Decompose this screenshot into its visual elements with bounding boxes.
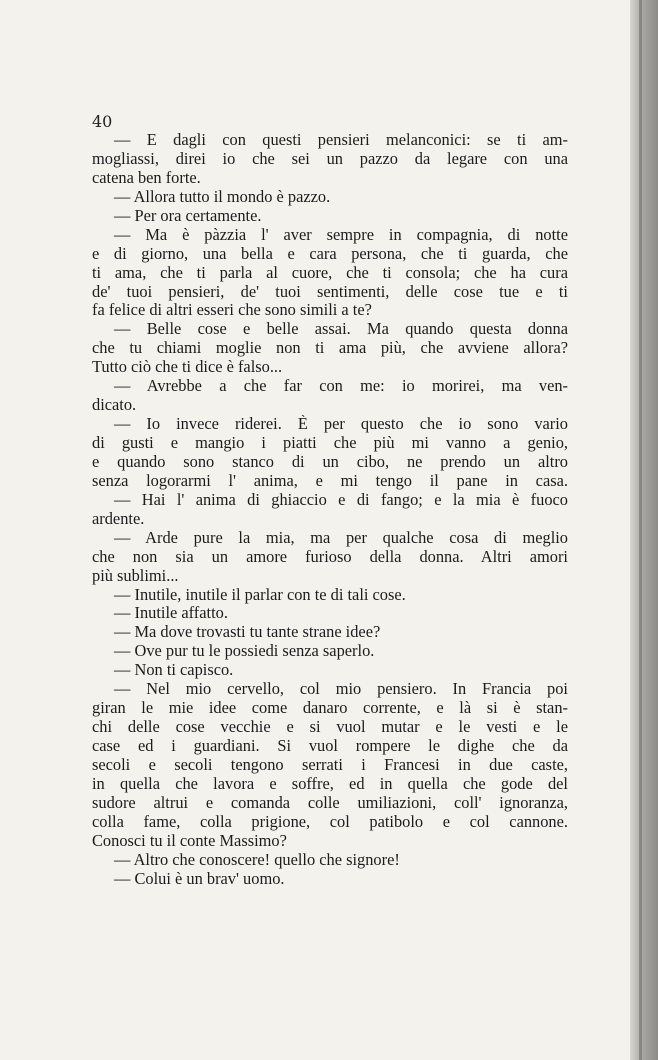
text-line: secoli e secoli tengono serrati i Francesi in due caste, bbox=[92, 755, 568, 774]
text-line: che non sia un amore furioso della donna. Altri amori bbox=[92, 547, 568, 566]
text-line: — Hai l' anima di ghiaccio e di fango; e la mia è fuoco bbox=[114, 490, 568, 509]
text-line: senza logorarmi l' anima, e mi tengo il pane in casa. bbox=[92, 471, 568, 490]
text-line: più sublimi... bbox=[92, 566, 179, 585]
text-line: — Per ora certamente. bbox=[114, 206, 262, 225]
text-line: e di giorno, una bella e cara persona, che ti guarda, che bbox=[92, 244, 568, 263]
text-line: chi delle cose vecchie e si vuol mutar e le vesti e le bbox=[92, 718, 568, 737]
text-line: mogliassi, direi io che sei un pazzo da legare con una bbox=[92, 149, 568, 168]
text-line: — Inutile, inutile il parlar con te di tali cose. bbox=[114, 585, 406, 604]
page-edge-shadow bbox=[630, 0, 658, 1060]
text-line: case ed i guardiani. Si vuol rompere le dighe che da bbox=[92, 737, 568, 755]
text-line: di gusti e mangio i piatti che più mi vanno a genio, bbox=[92, 434, 568, 452]
text-line: che tu chiami moglie non ti ama più, che avviene allora? bbox=[92, 339, 568, 358]
text-line: sudore altrui e comanda colle umiliazioni, coll' ignoranza, bbox=[92, 793, 568, 812]
text-line: — Altro che conoscere! quello che signore! bbox=[114, 850, 400, 869]
page-number: 40 bbox=[92, 112, 113, 131]
text-line: — Ma dove trovasti tu tante strane idee? bbox=[114, 623, 381, 642]
text-line: — Colui è un brav' uomo. bbox=[114, 869, 285, 888]
text-line: colla fame, colla prigione, col patibolo e col cannone. bbox=[92, 812, 568, 831]
text-line: ti ama, che ti parla al cuore, che ti consola; che ha cura bbox=[92, 263, 568, 282]
text-line: in quella che lavora e soffre, ed in quella che gode del bbox=[92, 774, 568, 793]
text-line: — Nel mio cervello, col mio pensiero. In Francia poi bbox=[114, 680, 568, 699]
text-line: giran le mie idee come danaro corrente, e là si è stan- bbox=[92, 699, 568, 718]
body-text bbox=[92, 131, 568, 889]
text-line: — Inutile affatto. bbox=[114, 604, 228, 623]
text-line: — Arde pure la mia, ma per qualche cosa di meglio bbox=[114, 528, 568, 547]
text-line: — Io invece riderei. È per questo che io sono vario bbox=[114, 415, 568, 434]
text-line: catena ben forte. bbox=[92, 168, 201, 187]
text-line: dicato. bbox=[92, 396, 137, 415]
text-line: — Avrebbe a che far con me: io morirei, ma ven- bbox=[114, 377, 568, 396]
text-line: ardente. bbox=[92, 509, 145, 528]
text-line: fa felice di altri esseri che sono simili a te? bbox=[92, 301, 372, 320]
text-line: Tutto ciò che ti dice è falso... bbox=[92, 358, 283, 377]
text-line: — Belle cose e belle assai. Ma quando questa donna bbox=[114, 320, 568, 339]
text-line: de' tuoi pensieri, de' tuoi sentimenti, delle cose tue e ti bbox=[92, 282, 568, 301]
text-line: — Allora tutto il mondo è pazzo. bbox=[114, 187, 331, 206]
text-line: — Ma è pàzzia l' aver sempre in compagnia, di notte bbox=[114, 225, 568, 244]
text-line: e quando sono stanco di un cibo, ne prendo un altro bbox=[92, 452, 568, 471]
text-line: — Ove pur tu le possiedi senza saperlo. bbox=[114, 642, 375, 661]
text-line: — E dagli con questi pensieri melanconici: se ti am- bbox=[114, 131, 568, 149]
text-line: Conosci tu il conte Massimo? bbox=[92, 831, 287, 850]
text-line: — Non ti capisco. bbox=[114, 661, 234, 680]
